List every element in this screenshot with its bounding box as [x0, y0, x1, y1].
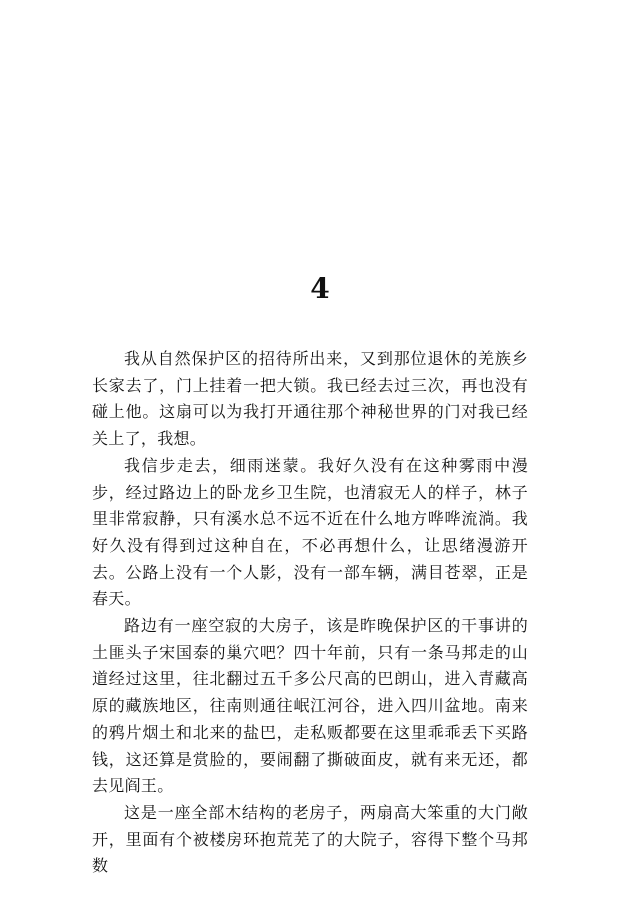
paragraph-4: 这是一座全部木结构的老房子，两扇高大笨重的大门敞开，里面有个被楼房环抱荒芜了的大院子，容得下整个马邦数	[92, 802, 528, 876]
paragraph-2: 我信步走去，细雨迷蒙。我好久没有在这种雾雨中漫步，经过路边上的卧龙乡卫生院，也清寂无人的样子，林子里非常寂静，只有溪水总不远不近在什么地方哗哗流淌。我好久没有得到过这种自在，不必再想什么，让思绪漫游开去。公路上没有一个人影，没有一部车辆，满目苍翠，正是春天。	[92, 455, 528, 609]
body-text	[92, 346, 528, 880]
chapter-number: 4	[310, 272, 330, 305]
paragraph-3: 路边有一座空寂的大房子，该是昨晚保护区的干事讲的土匪头子宋国泰的巢穴吧？四十年前，只有一条马邦走的山道经过这里，往北翻过五千多公尺高的巴朗山，进入青藏高原的藏族地区，往南则通往岷江河谷，进入四川盆地。南来的鸦片烟土和北来的盐巴，走私贩都要在这里乖乖丢下买路钱，这还算是赏脸的，要闹翻了撕破面皮，就有来无还，都去见阎王。	[92, 616, 528, 796]
paragraph-1: 我从自然保护区的招待所出来，又到那位退休的羌族乡长家去了，门上挂着一把大锁。我已经去过三次，再也没有碰上他。这扇可以为我打开通往那个神秘世界的门对我已经关上了，我想。	[92, 349, 528, 449]
